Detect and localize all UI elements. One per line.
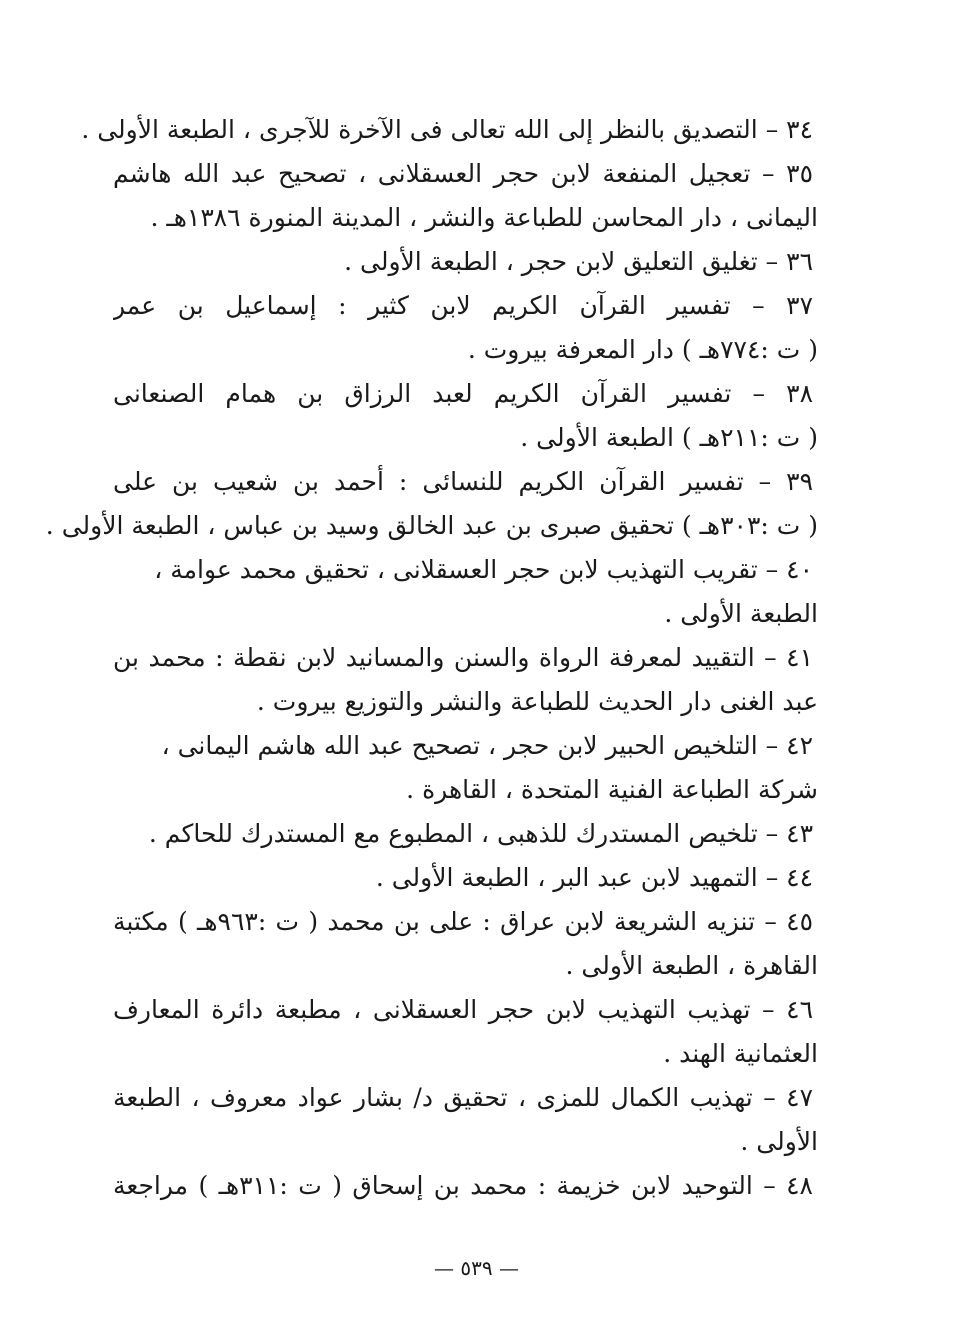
entry-35-line-2: اليمانى ، دار المحاسن للطباعة والنشر ، المدينة المنورة ١٣٨٦هـ .: [150, 203, 818, 232]
entry-47-line-1: ٤٧ – تهذيب الكمال للمزى ، تحقيق د/ بشار عواد معروف ، الطبعة: [113, 1083, 813, 1112]
entry-40-line-1: ٤٠ – تقريب التهذيب لابن حجر العسقلانى ، تحقيق محمد عوامة ،: [154, 555, 813, 584]
page-number: — ٥٣٩ —: [434, 1256, 519, 1280]
bibliography-list: [45, 108, 818, 1208]
entry-40-line-2: الطبعة الأولى .: [664, 599, 818, 628]
entry-45-line-2: القاهرة ، الطبعة الأولى .: [565, 951, 818, 980]
entry-37-line-1: ٣٧ – تفسير القرآن الكريم لابن كثير : إسماعيل بن عمر: [113, 291, 813, 320]
entry-35-line-1: ٣٥ – تعجيل المنفعة لابن حجر العسقلانى ، تصحيح عبد الله هاشم: [113, 159, 813, 188]
entry-39-line-1: ٣٩ – تفسير القرآن الكريم للنسائى : أحمد بن شعيب بن على: [113, 467, 813, 496]
entry-41-line-1: ٤١ – التقييد لمعرفة الرواة والسنن والمسانيد لابن نقطة : محمد بن: [113, 643, 813, 672]
entry-41-line-2: عبد الغنى دار الحديث للطباعة والنشر والتوزيع بيروت .: [256, 687, 818, 716]
entry-47-line-2: الأولى .: [740, 1127, 818, 1156]
entry-34-line-1: ٣٤ – التصديق بالنظر إلى الله تعالى فى الآخرة للآجرى ، الطبعة الأولى .: [81, 115, 813, 144]
entry-45-line-1: ٤٥ – تنزيه الشريعة لابن عراق : على بن محمد ( ت :٩٦٣هـ ) مكتبة: [113, 907, 813, 936]
entry-42-line-2: شركة الطباعة الفنية المتحدة ، القاهرة .: [406, 775, 818, 804]
entry-36-line-1: ٣٦ – تغليق التعليق لابن حجر ، الطبعة الأولى .: [344, 247, 813, 276]
entry-44-line-1: ٤٤ – التمهيد لابن عبد البر ، الطبعة الأولى .: [375, 863, 813, 892]
entry-39-line-2: ( ت :٣٠٣هـ ) تحقيق صبرى بن عبد الخالق وسيد بن عباس ، الطبعة الأولى .: [45, 511, 818, 540]
entry-46-line-1: ٤٦ – تهذيب التهذيب لابن حجر العسقلانى ، مطبعة دائرة المعارف: [113, 995, 813, 1024]
entry-48-line-1: ٤٨ – التوحيد لابن خزيمة : محمد بن إسحاق ( ت :٣١١هـ ) مراجعة: [113, 1171, 813, 1200]
entry-38-line-2: ( ت :٢١١هـ ) الطبعة الأولى .: [520, 423, 818, 452]
entry-43-line-1: ٤٣ – تلخيص المستدرك للذهبى ، المطبوع مع المستدرك للحاكم .: [148, 819, 813, 848]
entry-37-line-2: ( ت :٧٧٤هـ ) دار المعرفة بيروت .: [467, 335, 818, 364]
entry-46-line-2: العثمانية الهند .: [663, 1039, 818, 1068]
entry-42-line-1: ٤٢ – التلخيص الحبير لابن حجر ، تصحيح عبد الله هاشم اليمانى ،: [161, 731, 813, 760]
entry-38-line-1: ٣٨ – تفسير القرآن الكريم لعبد الرزاق بن همام الصنعانى: [113, 379, 813, 408]
